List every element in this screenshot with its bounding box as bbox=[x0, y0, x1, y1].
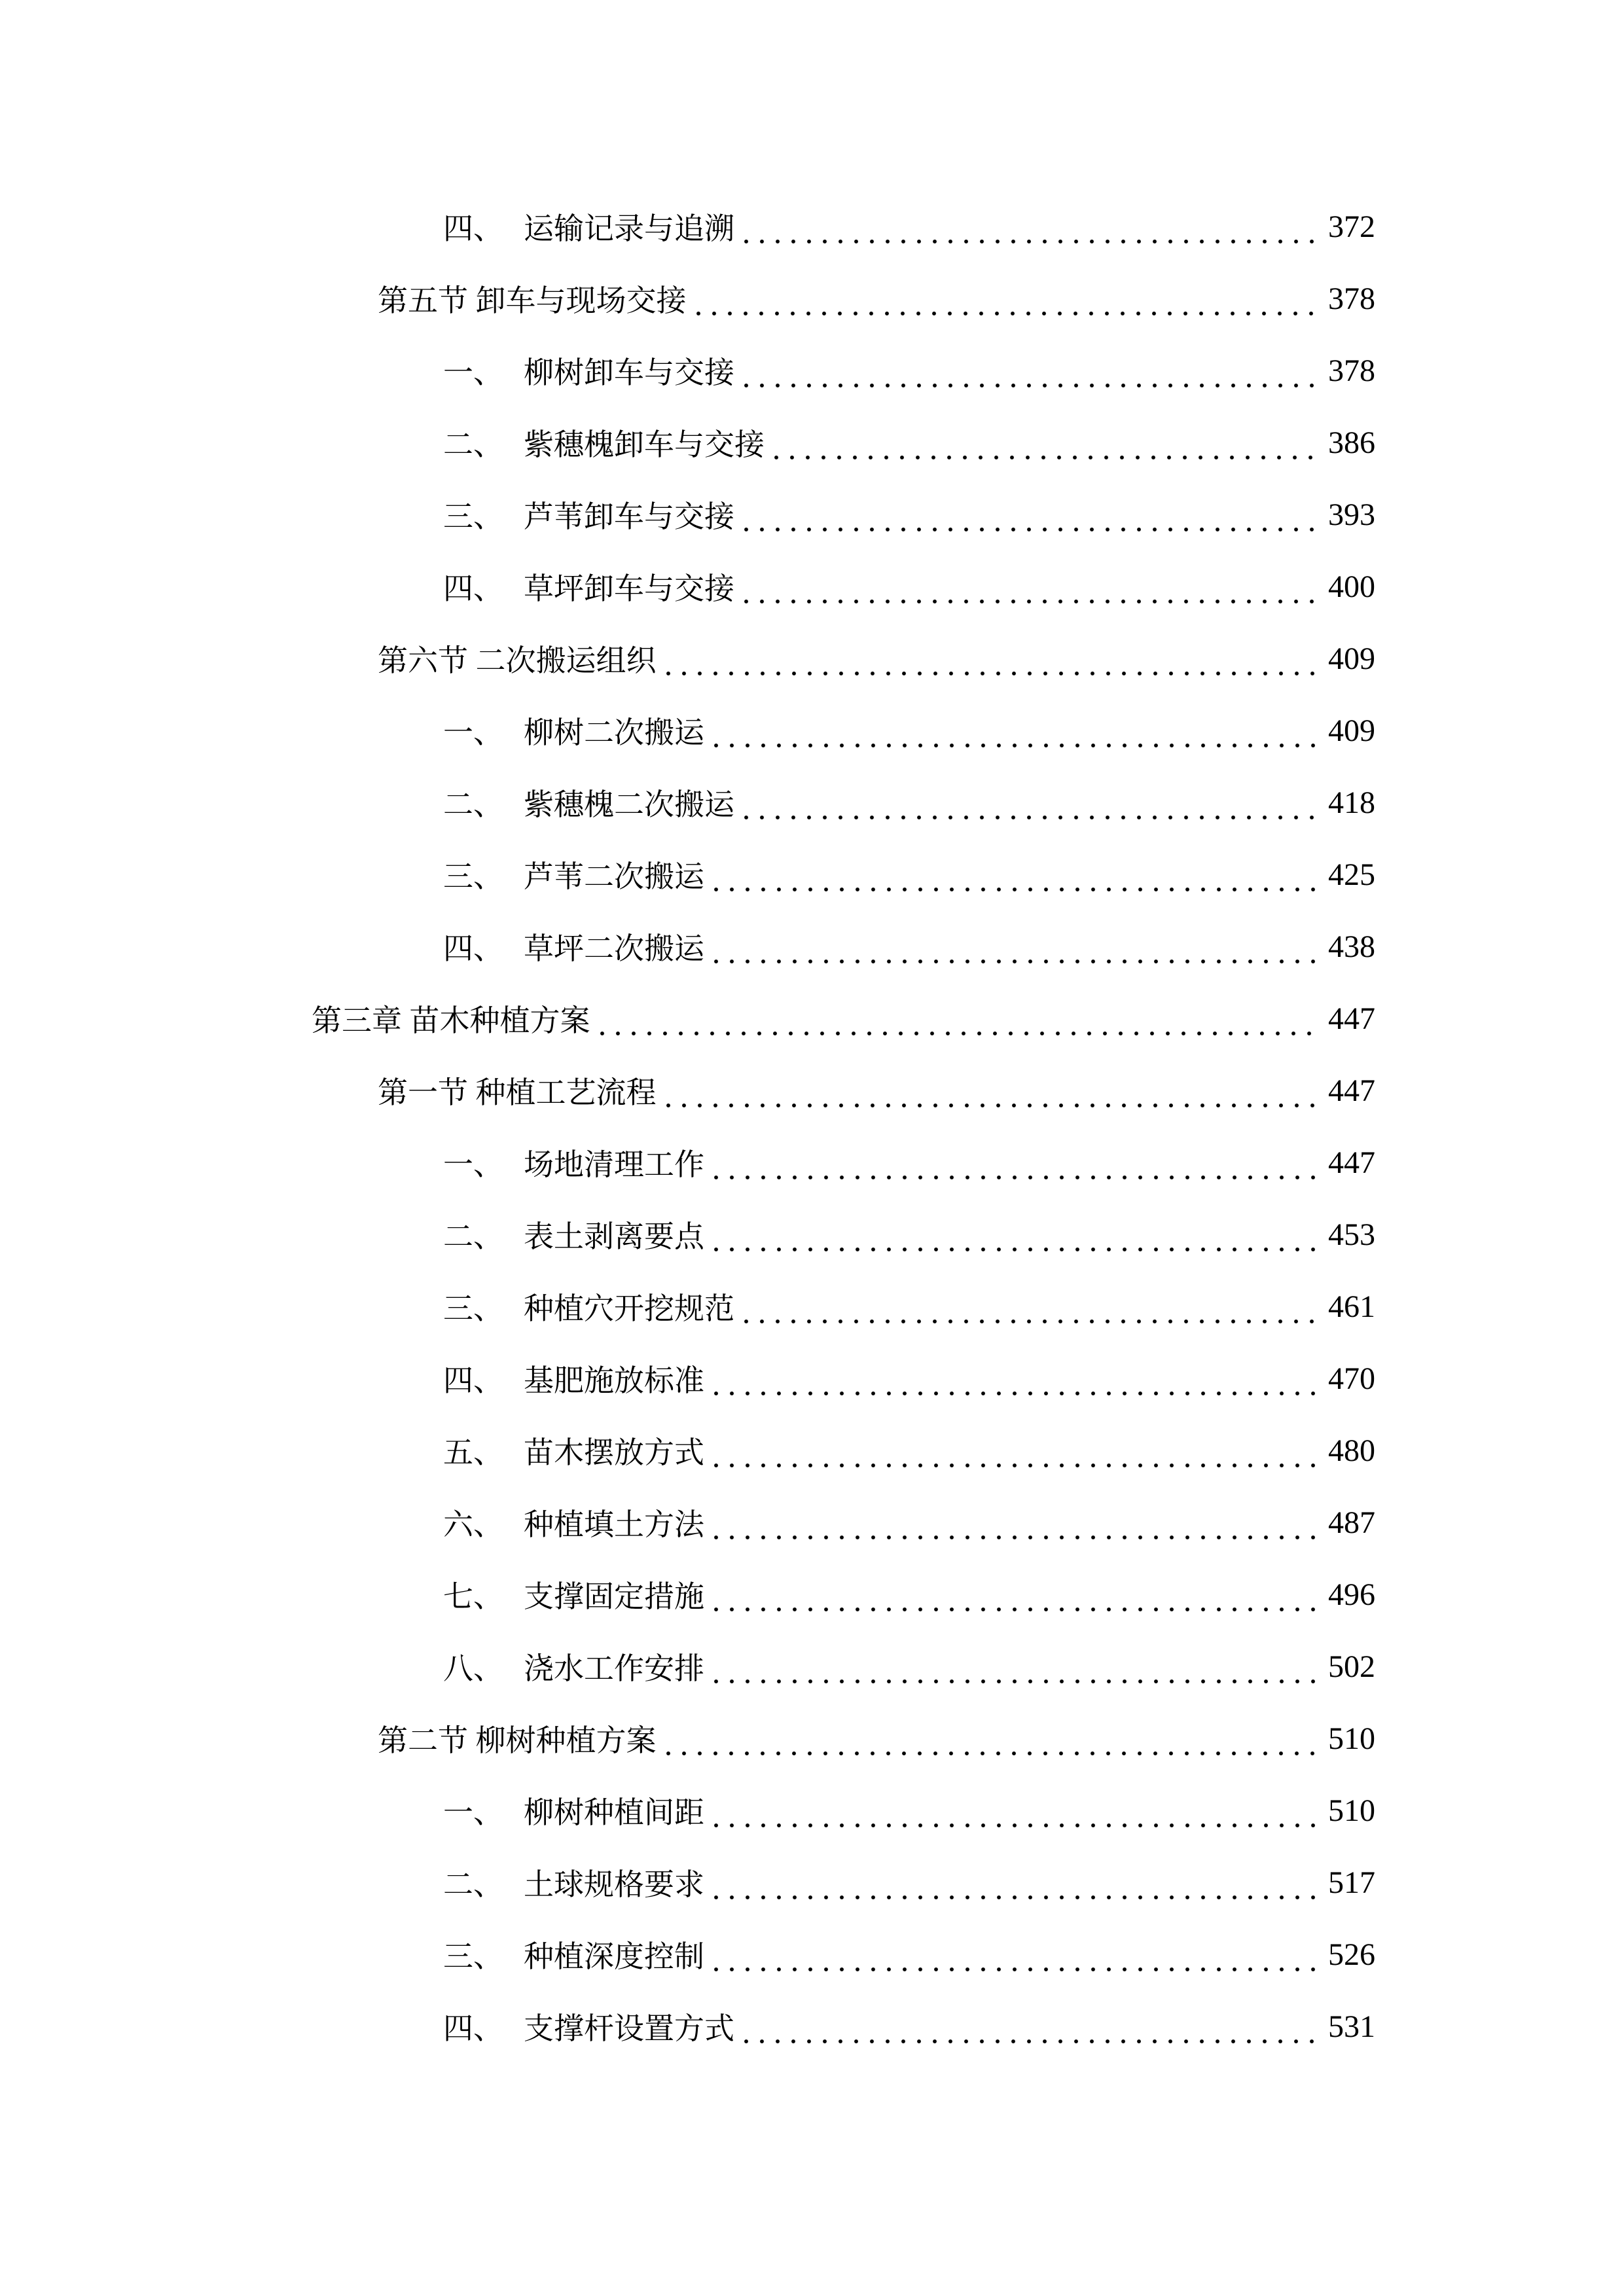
toc-entry-page-number: 393 bbox=[1328, 497, 1375, 532]
toc-entry[interactable] bbox=[378, 622, 1375, 694]
toc-entry-page-number: 418 bbox=[1328, 785, 1375, 820]
toc-entry-title: 柳树卸车与交接 bbox=[524, 356, 734, 389]
toc-entry-number: 一、 bbox=[443, 356, 503, 389]
toc-entry[interactable] bbox=[378, 1702, 1375, 1774]
toc-entry-number: 二、 bbox=[443, 428, 503, 461]
toc-entry-title: 草坪卸车与交接 bbox=[524, 572, 734, 605]
toc-entry-title: 草坪二次搬运 bbox=[524, 932, 704, 965]
toc-entry-title: 运输记录与追溯 bbox=[524, 212, 734, 245]
toc-entry-title: 苗木摆放方式 bbox=[524, 1436, 704, 1469]
dot-leader bbox=[708, 694, 1322, 766]
dot-leader bbox=[660, 1702, 1322, 1774]
dot-leader bbox=[708, 1846, 1322, 1918]
toc-entry-page-number: 378 bbox=[1328, 281, 1375, 316]
toc-entry[interactable] bbox=[443, 1846, 1375, 1918]
toc-entry[interactable] bbox=[443, 334, 1375, 406]
toc-entry-page-number: 526 bbox=[1328, 1937, 1375, 1972]
toc-entry-page-number: 378 bbox=[1328, 353, 1375, 388]
toc-entry[interactable] bbox=[443, 406, 1375, 478]
toc-entry-title: 紫穗槐卸车与交接 bbox=[524, 428, 765, 461]
dot-leader bbox=[738, 334, 1322, 406]
toc-entry-title: 基肥施放标准 bbox=[524, 1364, 704, 1397]
toc-entry-title: 第三章 苗木种植方案 bbox=[312, 1004, 590, 1037]
dot-leader bbox=[738, 1270, 1322, 1342]
dot-leader bbox=[708, 1198, 1322, 1270]
toc-entry-title: 支撑固定措施 bbox=[524, 1580, 704, 1613]
toc-entry-number: 八、 bbox=[443, 1652, 503, 1685]
toc-entry[interactable] bbox=[443, 550, 1375, 622]
toc-entry-page-number: 502 bbox=[1328, 1649, 1375, 1684]
toc-entry-number: 三、 bbox=[443, 1292, 503, 1325]
toc-entry-title: 第六节 二次搬运组织 bbox=[378, 644, 657, 677]
toc-entry-number: 三、 bbox=[443, 1940, 503, 1973]
dot-leader bbox=[708, 1918, 1322, 1990]
toc-entry-number: 四、 bbox=[443, 932, 503, 965]
toc-entry-page-number: 470 bbox=[1328, 1361, 1375, 1396]
dot-leader bbox=[768, 406, 1322, 478]
toc-entry[interactable] bbox=[443, 910, 1375, 982]
toc-entry-title: 种植穴开挖规范 bbox=[524, 1292, 734, 1325]
toc-entry-page-number: 386 bbox=[1328, 425, 1375, 460]
toc-entry-title: 场地清理工作 bbox=[524, 1148, 704, 1181]
toc-entry-page-number: 372 bbox=[1328, 209, 1375, 244]
toc-entry-number: 四、 bbox=[443, 1364, 503, 1397]
toc-entry-page-number: 510 bbox=[1328, 1721, 1375, 1756]
toc-entry[interactable] bbox=[443, 1486, 1375, 1558]
toc-entry[interactable] bbox=[443, 1414, 1375, 1486]
toc-entry[interactable] bbox=[443, 190, 1375, 262]
toc-entry[interactable] bbox=[443, 766, 1375, 838]
toc-entry-page-number: 496 bbox=[1328, 1577, 1375, 1612]
toc-entry-page-number: 517 bbox=[1328, 1865, 1375, 1900]
toc-entry[interactable] bbox=[443, 1774, 1375, 1846]
dot-leader bbox=[660, 1054, 1322, 1126]
toc-entry-title: 表土剥离要点 bbox=[524, 1220, 704, 1253]
toc-entry-number: 二、 bbox=[443, 788, 503, 821]
dot-leader bbox=[708, 1630, 1322, 1702]
toc-entry-number: 四、 bbox=[443, 212, 503, 245]
toc-entry[interactable] bbox=[312, 982, 1375, 1054]
toc-entry[interactable] bbox=[443, 1990, 1375, 2062]
toc-entry-title: 第一节 种植工艺流程 bbox=[378, 1076, 657, 1109]
dot-leader bbox=[708, 1486, 1322, 1558]
toc-entry-number: 二、 bbox=[443, 1220, 503, 1253]
toc-entry-page-number: 447 bbox=[1328, 1001, 1375, 1036]
toc-entry-number: 七、 bbox=[443, 1580, 503, 1613]
toc-entry[interactable] bbox=[443, 1630, 1375, 1702]
dot-leader bbox=[708, 1558, 1322, 1630]
toc-entry-page-number: 425 bbox=[1328, 857, 1375, 892]
toc-entry-title: 芦苇二次搬运 bbox=[524, 860, 704, 893]
dot-leader bbox=[708, 1774, 1322, 1846]
toc-entry[interactable] bbox=[443, 1198, 1375, 1270]
toc-entry-number: 三、 bbox=[443, 500, 503, 533]
toc-entry[interactable] bbox=[443, 1558, 1375, 1630]
toc-entry-title: 柳树二次搬运 bbox=[524, 716, 704, 749]
toc-entry-page-number: 487 bbox=[1328, 1505, 1375, 1540]
toc-entry[interactable] bbox=[443, 838, 1375, 910]
toc-entry-title: 紫穗槐二次搬运 bbox=[524, 788, 734, 821]
toc-entry-page-number: 400 bbox=[1328, 569, 1375, 604]
toc-entry-page-number: 510 bbox=[1328, 1793, 1375, 1828]
dot-leader bbox=[738, 550, 1322, 622]
dot-leader bbox=[691, 262, 1322, 334]
toc-entry-page-number: 453 bbox=[1328, 1217, 1375, 1252]
toc-entry-title: 第五节 卸车与现场交接 bbox=[378, 284, 687, 317]
toc-entry-title: 第二节 柳树种植方案 bbox=[378, 1724, 657, 1757]
toc-entry-number: 六、 bbox=[443, 1508, 503, 1541]
dot-leader bbox=[708, 910, 1322, 982]
toc-entry-page-number: 447 bbox=[1328, 1073, 1375, 1108]
dot-leader bbox=[594, 982, 1322, 1054]
toc-entry-title: 土球规格要求 bbox=[524, 1868, 704, 1901]
toc-entry[interactable] bbox=[443, 1342, 1375, 1414]
toc-entry-title: 支撑杆设置方式 bbox=[524, 2012, 734, 2045]
toc-entry-page-number: 531 bbox=[1328, 2009, 1375, 2044]
toc-entry[interactable] bbox=[443, 694, 1375, 766]
toc-entry-number: 一、 bbox=[443, 1148, 503, 1181]
toc-entry-number: 二、 bbox=[443, 1868, 503, 1901]
dot-leader bbox=[708, 838, 1322, 910]
toc-entry[interactable] bbox=[378, 1054, 1375, 1126]
toc-entry-title: 芦苇卸车与交接 bbox=[524, 500, 734, 533]
toc-entry[interactable] bbox=[443, 478, 1375, 550]
toc-entry[interactable] bbox=[443, 1918, 1375, 1990]
dot-leader bbox=[738, 1990, 1322, 2062]
toc-entry-number: 四、 bbox=[443, 2012, 503, 2045]
toc-entry-title: 种植填土方法 bbox=[524, 1508, 704, 1541]
toc-entry-number: 五、 bbox=[443, 1436, 503, 1469]
toc-entry-title: 柳树种植间距 bbox=[524, 1796, 704, 1829]
toc-entry-title: 种植深度控制 bbox=[524, 1940, 704, 1973]
toc-entry-page-number: 409 bbox=[1328, 713, 1375, 748]
toc-entry-number: 一、 bbox=[443, 716, 503, 749]
toc-entry-page-number: 438 bbox=[1328, 929, 1375, 964]
dot-leader bbox=[708, 1126, 1322, 1198]
dot-leader bbox=[738, 766, 1322, 838]
dot-leader bbox=[708, 1414, 1322, 1486]
toc-entry-number: 一、 bbox=[443, 1796, 503, 1829]
dot-leader bbox=[738, 478, 1322, 550]
dot-leader bbox=[708, 1342, 1322, 1414]
toc-entry-page-number: 461 bbox=[1328, 1289, 1375, 1324]
dot-leader bbox=[660, 622, 1322, 694]
dot-leader bbox=[738, 190, 1322, 262]
toc-entry[interactable] bbox=[378, 262, 1375, 334]
toc-entry-page-number: 409 bbox=[1328, 641, 1375, 676]
toc-entry-page-number: 480 bbox=[1328, 1433, 1375, 1468]
toc-entry-number: 三、 bbox=[443, 860, 503, 893]
toc-entry-title: 浇水工作安排 bbox=[524, 1652, 704, 1685]
toc-entry[interactable] bbox=[443, 1270, 1375, 1342]
toc-entry-number: 四、 bbox=[443, 572, 503, 605]
toc-entry[interactable] bbox=[443, 1126, 1375, 1198]
toc-entry-page-number: 447 bbox=[1328, 1145, 1375, 1180]
